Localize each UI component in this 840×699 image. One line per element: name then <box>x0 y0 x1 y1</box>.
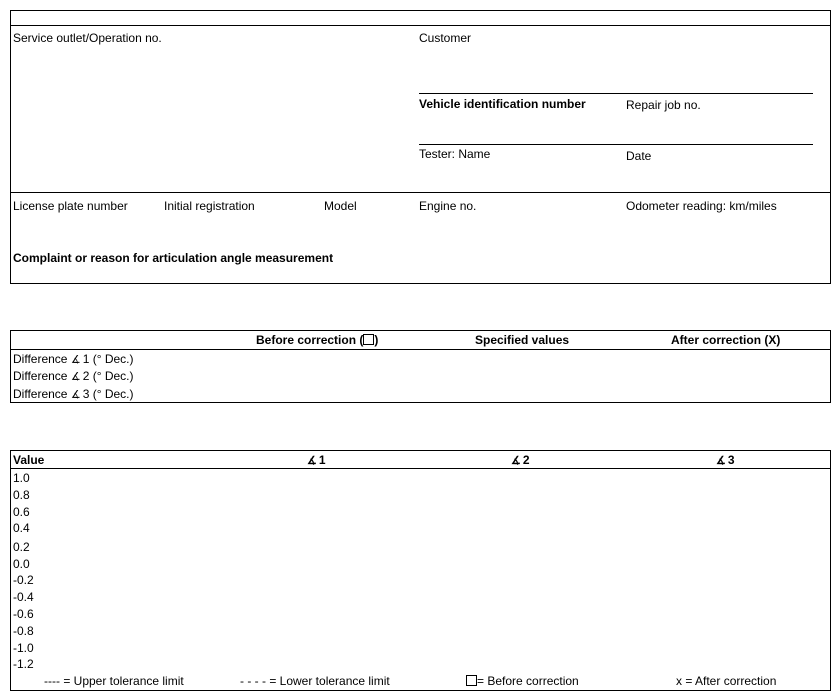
col-before-close: ) <box>374 333 379 347</box>
col-before-correction <box>256 333 378 347</box>
legend-before-text: = Before correction <box>477 674 579 688</box>
difference-suffix: 2 (° Dec.) <box>82 369 134 383</box>
angle-2-label: 2 <box>522 453 530 467</box>
legend-after-correction: x = After correction <box>676 674 777 688</box>
legend-upper-tolerance: ---- = Upper tolerance limit <box>44 674 184 688</box>
value-tick: 0.0 <box>13 557 30 571</box>
legend-before-correction <box>466 674 579 688</box>
complaint-label: Complaint or reason for articulation angle measurement <box>13 251 334 265</box>
engine-no-label: Engine no. <box>419 199 477 213</box>
difference-suffix: 1 (° Dec.) <box>82 352 134 366</box>
angle-3-label: 3 <box>727 453 735 467</box>
model-label: Model <box>324 199 357 213</box>
header-top-rule <box>10 25 831 26</box>
repair-job-label: Repair job no. <box>626 98 701 112</box>
col-angle-2 <box>511 453 530 468</box>
angle-icon: ∡ <box>716 455 726 467</box>
value-tick: -1.0 <box>13 641 34 655</box>
value-tick: 0.6 <box>13 505 30 519</box>
vehicle-rule <box>10 192 831 193</box>
difference-suffix: 3 (° Dec.) <box>82 387 134 401</box>
value-tick: -0.4 <box>13 590 34 604</box>
value-chart-table <box>10 450 831 691</box>
vin-label: Vehicle identification number <box>419 97 586 111</box>
difference-label: Difference <box>13 352 68 366</box>
value-tick: 0.4 <box>13 521 30 535</box>
difference-header-rule <box>10 349 831 350</box>
tester-name-label: Tester: Name <box>419 147 491 161</box>
angle-1-label: 1 <box>318 453 326 467</box>
col-specified-values: Specified values <box>475 333 570 347</box>
value-tick: -1.2 <box>13 657 34 671</box>
col-before-text: Before correction ( <box>256 333 364 347</box>
angle-icon: ∡ <box>70 371 81 383</box>
legend-lower-tolerance: - - - - = Lower tolerance limit <box>240 674 390 688</box>
angle-icon: ∡ <box>70 389 81 401</box>
value-header-rule <box>10 468 831 469</box>
col-value: Value <box>13 453 45 467</box>
difference-row-2 <box>13 369 134 384</box>
col-angle-3 <box>716 453 735 468</box>
service-outlet-label: Service outlet/Operation no. <box>13 31 162 45</box>
vin-underline <box>419 144 813 145</box>
angle-icon: ∡ <box>70 354 81 366</box>
angle-icon: ∡ <box>307 455 317 467</box>
difference-row-1 <box>13 352 134 367</box>
value-tick: 0.2 <box>13 540 30 554</box>
customer-label: Customer <box>419 31 472 45</box>
odometer-label: Odometer reading: km/miles <box>626 199 777 213</box>
value-tick: -0.6 <box>13 607 34 621</box>
difference-row-3 <box>13 387 134 402</box>
customer-underline <box>419 93 813 94</box>
value-tick: -0.8 <box>13 624 34 638</box>
col-after-correction: After correction (X) <box>671 333 781 347</box>
checkbox-square-icon <box>363 334 374 345</box>
value-tick: -0.2 <box>13 573 34 587</box>
license-plate-label: License plate number <box>13 199 128 213</box>
value-tick: 1.0 <box>13 471 30 485</box>
col-angle-1 <box>307 453 326 468</box>
difference-label: Difference <box>13 387 68 401</box>
angle-icon: ∡ <box>511 455 521 467</box>
checkbox-square-icon <box>466 675 477 686</box>
value-tick: 0.8 <box>13 488 30 502</box>
initial-registration-label: Initial registration <box>164 199 255 213</box>
difference-label: Difference <box>13 369 68 383</box>
date-label: Date <box>626 149 652 163</box>
